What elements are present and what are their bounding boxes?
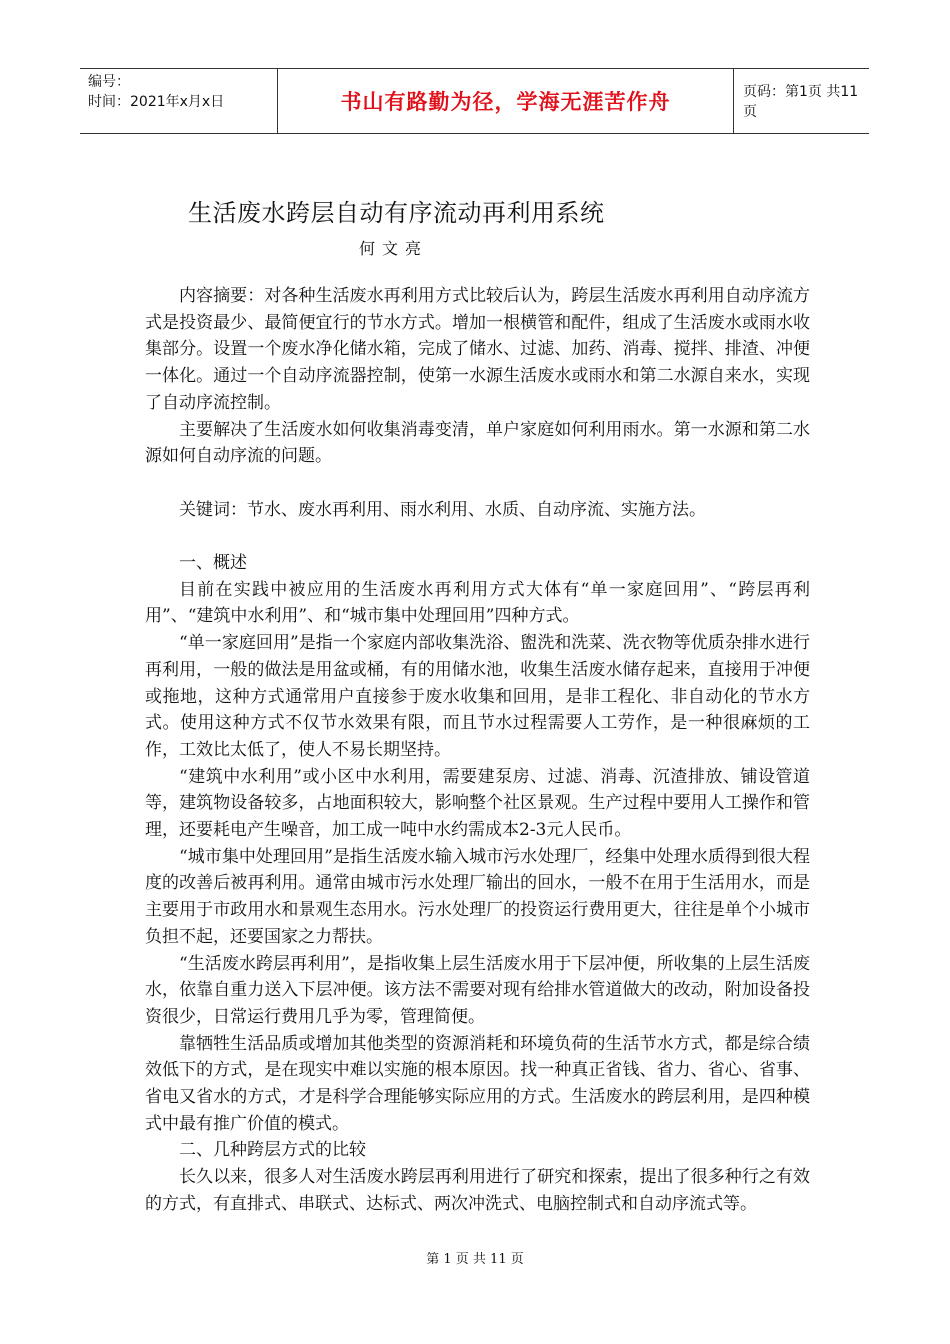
body-paragraph: “生活废水跨层再利用”，是指收集上层生活废水用于下层冲便，所收集的上层生活废水，依靠自重力送入下层冲便。该方法不需要对现有给排水管道做大的改动，附加设备投资很少，日常运行费用几乎为零，管理简便。 — [145, 953, 810, 1027]
body-paragraph: 长久以来，很多人对生活废水跨层再利用进行了研究和探索，提出了很多种行之有效的方式，有直排式、串联式、达标式、两次冲洗式、电脑控制式和自动序流式等。 — [145, 1167, 810, 1214]
header-page-info: 页码：第1页 共11页 — [743, 84, 859, 120]
document-body — [145, 283, 810, 1218]
body-paragraph: “城市集中处理回用”是指生活废水输入城市污水处理厂，经集中处理水质得到很大程度的改善后被再利用。通常由城市污水处理厂输出的回水，一般不在用于生活用水，而是主要用于市政用水和景观生态用水。污水处理厂的投资运行费用更大，往往是单个小城市负担不起，还要国家之力帮扶。 — [145, 846, 810, 947]
body-paragraph: “建筑中水利用”或小区中水利用，需要建泵房、过滤、消毒、沉渣排放、铺设管道等，建筑物设备较多，占地面积较大，影响整个社区景观。生产过程中要用人工操作和管理，还要耗电产生噪音，加工成一吨中水约需成本2-3元人民币。 — [145, 766, 810, 841]
body-paragraph: 目前在实践中被应用的生活废水再利用方式大体有“单一家庭回用”、“跨层再利用”、“建筑中水利用”、和“城市集中处理回用”四种方式。 — [145, 579, 810, 627]
header-motto: 书山有路勤为径，学海无涯苦作舟 — [340, 90, 671, 114]
document-title: 生活废水跨层自动有序流动再利用系统 — [188, 199, 605, 227]
body-paragraph: “单一家庭回用”是指一个家庭内部收集洗浴、盥洗和洗菜、洗衣物等优质杂排水进行再利用，一般的做法是用盆或桶，有的用储水池，收集生活废水储存起来，直接用于冲便或拖地，这种方式通常用户直接参于废水收集和回用，是非工程化、非自动化的节水方式。使用这种方式不仅节水效果有限，而且节水过程需要人工劳作，是一种很麻烦的工作，工效比太低了，使人不易长期坚持。 — [145, 633, 810, 760]
abstract-paragraph: 主要解决了生活废水如何收集消毒变清，单户家庭如何利用雨水。第一水源和第二水源如何自动序流的问题。 — [145, 419, 810, 467]
body-paragraph: 靠牺牲生活品质或增加其他类型的资源消耗和环境负荷的生活节水方式，都是综合绩效低下的方式，是在现实中难以实施的根本原因。找一种真正省钱、省力、省心、省事、省电又省水的方式，才是科学合理能够实际应用的方式。生活废水的跨层利用，是四种模式中最有推广价值的模式。 — [145, 1033, 810, 1134]
header-meta — [80, 69, 278, 133]
keywords-paragraph: 关键词：节水、废水再利用、雨水利用、水质、自动序流、实施方法。 — [179, 499, 706, 520]
document-number-label: 编号： — [88, 74, 130, 90]
document-author: 何文亮 — [359, 239, 429, 258]
header-motto-cell — [278, 69, 734, 133]
page-header — [80, 68, 869, 134]
abstract-paragraph: 内容摘要：对各种生活废水再利用方式比较后认为，跨层生活废水再利用自动序流方式是投资最少、最简便宜行的节水方式。增加一根横管和配件，组成了生活废水或雨水收集部分。设置一个废水净化储水箱，完成了储水、过滤、加药、消毒、搅拌、排渣、冲便一体化。通过一个自动序流器控制，使第一水源生活废水或雨水和第二水源自来水，实现了自动序流控制。 — [145, 286, 810, 413]
section-heading: 一、概述 — [179, 553, 247, 573]
section-heading: 二、几种跨层方式的比较 — [179, 1140, 366, 1161]
document-time-label: 时间：2021年x月x日 — [88, 94, 225, 110]
page-footer: 第 1 页 共 11 页 — [426, 1252, 524, 1267]
